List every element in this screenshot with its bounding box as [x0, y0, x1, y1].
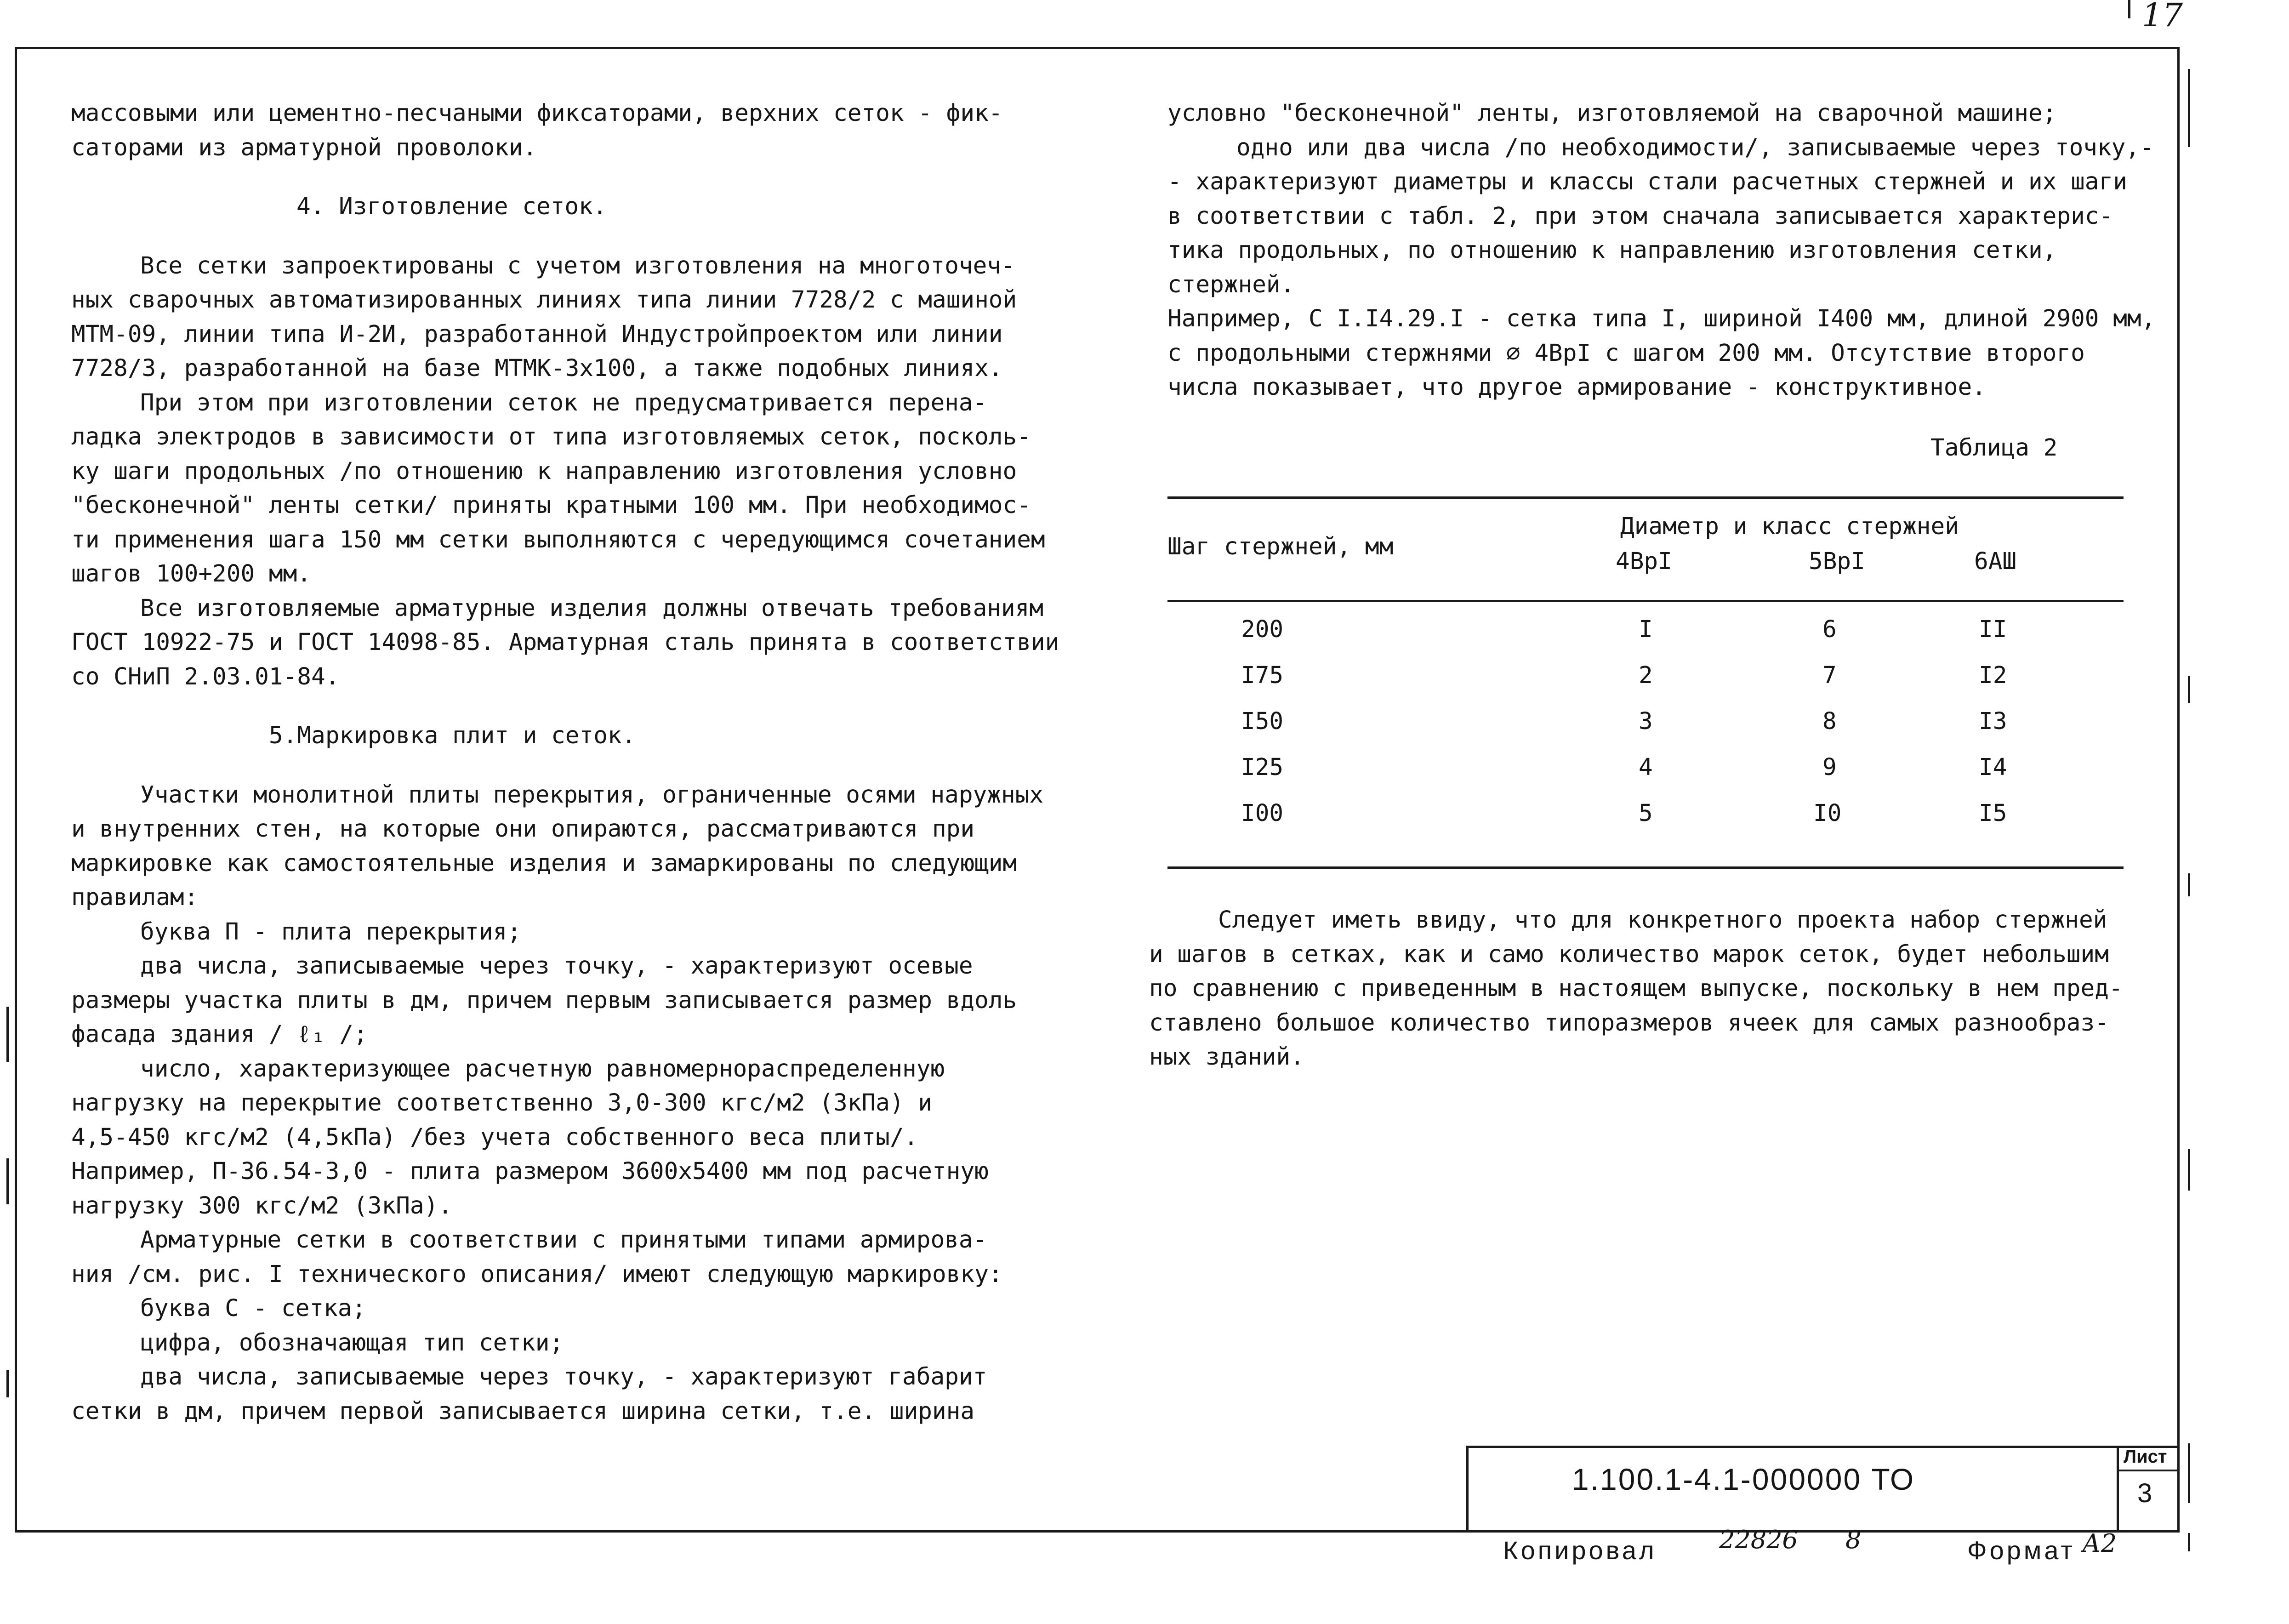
- text-line: "бесконечной" ленты сетки/ приняты кратными 100 мм. При необходимос-: [71, 492, 1031, 519]
- sheet-divider: [2119, 1470, 2180, 1471]
- text-line: ладка электродов в зависимости от типа изготовляемых сеток, посколь-: [71, 423, 1031, 450]
- text-line: ния /см. рис. I технического описания/ имеют следующую маркировку:: [71, 1260, 1003, 1288]
- table-col-header: 6АШ: [1974, 548, 2017, 575]
- table-step-header: Шаг стержней, мм: [1167, 533, 1394, 560]
- text-line: ку шаги продольных /по отношению к направлению изготовления условно: [71, 457, 1017, 485]
- section-heading-5: 5.Маркировка плит и сеток.: [269, 722, 636, 749]
- text-line: два числа, записываемые через точку, - характеризуют габарит: [140, 1363, 987, 1390]
- table-rule-top: [1167, 496, 2124, 499]
- table-col-header: 5ВрI: [1809, 548, 1865, 575]
- text-line: два числа, записываемые через точку, - характеризуют осевые: [140, 952, 973, 980]
- text-line: При этом при изготовлении сеток не предусматривается перена-: [140, 389, 987, 416]
- text-line: маркировке как самостоятельные изделия и замаркированы по следующим: [71, 849, 1017, 877]
- left-column: [71, 97, 1082, 1429]
- text-line: и шагов в сетках, как и само количество марок сеток, будет небольшим: [1149, 940, 2109, 968]
- margin-tick: [6, 1007, 9, 1062]
- text-line: стержней.: [1167, 271, 1295, 298]
- text-line: условно "бесконечной" ленты, изготовляемой на сварочной машине;: [1167, 100, 2057, 127]
- text-line: буква П - плита перекрытия;: [140, 918, 522, 946]
- text-line: Следует иметь ввиду, что для конкретного проекта набор стержней: [1218, 906, 2107, 934]
- text-line: число, характеризующее расчетную равномернораспределенную: [140, 1055, 945, 1083]
- text-line: шагов 100+200 мм.: [71, 560, 311, 587]
- text-line: ставлено большое количество типоразмеров ячеек для самых разнообраз-: [1149, 1009, 2109, 1037]
- text-line: нагрузку на перекрытие соответственно 3,0-300 кгс/м2 (3кПа) и: [71, 1089, 932, 1117]
- table-cell: 7: [1822, 662, 1837, 689]
- table-cell: 5: [1639, 800, 1653, 827]
- sheet-cell: [2117, 1446, 2180, 1533]
- text-line: со СНиП 2.03.01-84.: [71, 663, 340, 690]
- table-cell: 6: [1822, 616, 1837, 643]
- text-line: Арматурные сетки в соответствии с принятыми типами армирова-: [140, 1226, 987, 1254]
- table-cell-step: I00: [1241, 800, 1284, 827]
- section-heading-4: 4. Изготовление сеток.: [296, 193, 607, 220]
- table-rule-mid: [1167, 600, 2124, 602]
- text-line: - характеризуют диаметры и классы стали расчетных стержней и их шаги: [1167, 168, 2127, 195]
- text-line: ти применения шага 150 мм сетки выполняются с чередующимся сочетанием: [71, 526, 1045, 553]
- table-cell: I: [1639, 616, 1653, 643]
- table-cell: I0: [1813, 800, 1842, 827]
- text-line: по сравнению с приведенным в настоящем выпуске, поскольку в нем пред-: [1149, 975, 2123, 1002]
- table-cell: 2: [1639, 662, 1653, 689]
- table-col-header: 4ВрI: [1616, 548, 1672, 575]
- margin-tick: [2188, 873, 2190, 896]
- text-line: ных сварочных автоматизированных линиях типа линии 7728/2 с машиной: [71, 286, 1017, 313]
- margin-tick: [6, 1370, 9, 1397]
- text-line: фасада здания / ℓ₁ /;: [71, 1021, 368, 1048]
- table-cell-step: I25: [1241, 754, 1284, 781]
- copied-mark: 8: [1845, 1525, 1862, 1554]
- page-edge-tick: [2128, 0, 2130, 18]
- table-cell: I4: [1979, 754, 2007, 781]
- format-label: Формат: [1967, 1536, 2075, 1565]
- text-line: 4,5-450 кгс/м2 (4,5кПа) /без учета собственного веса плиты/.: [71, 1123, 918, 1151]
- right-column: [1167, 97, 2174, 405]
- table-rule-bottom: [1167, 866, 2124, 869]
- text-line: саторами из арматурной проволоки.: [71, 134, 537, 161]
- text-line: сетки в дм, причем первой записывается ширина сетки, т.е. ширина: [71, 1397, 975, 1425]
- copied-number: 22826: [1719, 1525, 1798, 1554]
- table-cell: I5: [1979, 800, 2007, 827]
- copied-label: Копировал: [1503, 1536, 1657, 1565]
- text-line: размеры участка плиты в дм, причем первым записывается размер вдоль: [71, 986, 1017, 1014]
- table-cell-step: I75: [1241, 662, 1284, 689]
- table-note: [1149, 903, 2123, 1075]
- table-cell: 9: [1822, 754, 1837, 781]
- table-cell: 4: [1639, 754, 1653, 781]
- text-line: МТМ-09, линии типа И-2И, разработанной Индустройпроектом или линии: [71, 320, 1003, 348]
- text-line: Например, П-36.54-3,0 - плита размером 3600х5400 мм под расчетную: [71, 1158, 989, 1185]
- table-cell: I2: [1979, 662, 2007, 689]
- table-cell: I3: [1979, 708, 2007, 735]
- sheet-number: 3: [2137, 1478, 2152, 1508]
- text-line: Участки монолитной плиты перекрытия, ограниченные осями наружных: [140, 781, 1044, 809]
- page-number: 17: [2142, 0, 2183, 34]
- table-cell-step: I50: [1241, 708, 1284, 735]
- text-line: Например, С I.I4.29.I - сетка типа I, шириной I400 мм, длиной 2900 мм,: [1167, 305, 2156, 332]
- text-line: Все изготовляемые арматурные изделия должны отвечать требованиям: [140, 594, 1044, 622]
- table-cell: II: [1979, 616, 2007, 643]
- table-cell: 3: [1639, 708, 1653, 735]
- text-line: буква С - сетка;: [140, 1295, 366, 1322]
- text-line: с продольными стержнями ∅ 4ВрI с шагом 200 мм. Отсутствие второго: [1167, 339, 2085, 367]
- text-line: и внутренних стен, на которые они опираются, рассматриваются при: [71, 815, 975, 843]
- text-line: в соответствии с табл. 2, при этом сначала записывается характерис-: [1167, 202, 2113, 230]
- table-cell: 8: [1822, 708, 1837, 735]
- margin-tick: [2188, 676, 2190, 703]
- margin-tick: [6, 1158, 9, 1204]
- text-line: одно или два числа /по необходимости/, записываемые через точку,-: [1236, 134, 2154, 161]
- text-line: тика продольных, по отношению к направлению изготовления сетки,: [1167, 237, 2057, 264]
- text-line: нагрузку 300 кгс/м2 (3кПа).: [71, 1192, 453, 1219]
- format-value: А2: [2082, 1529, 2117, 1558]
- table-group-header: Диаметр и класс стержней: [1620, 513, 1959, 540]
- text-line: числа показывает, что другое армирование - конструктивное.: [1167, 374, 1986, 401]
- document-code: 1.100.1-4.1-000000 ТО: [1572, 1462, 1915, 1496]
- margin-tick: [2188, 69, 2190, 147]
- text-line: Все сетки запроектированы с учетом изготовления на многоточеч-: [140, 252, 1015, 279]
- sheet-label: Лист: [2124, 1447, 2167, 1467]
- text-line: массовыми или цементно-песчаными фиксаторами, верхних сеток - фик-: [71, 100, 1003, 127]
- text-line: цифра, обозначающая тип сетки;: [140, 1329, 564, 1356]
- margin-tick: [2188, 1533, 2190, 1551]
- text-line: ГОСТ 10922-75 и ГОСТ 14098-85. Арматурная сталь принята в соответствии: [71, 629, 1059, 656]
- text-line: правилам:: [71, 884, 199, 911]
- text-line: ных зданий.: [1149, 1043, 1304, 1071]
- table-cell-step: 200: [1241, 616, 1284, 643]
- margin-tick: [2188, 1149, 2190, 1191]
- text-line: 7728/3, разработанной на базе МТМК-3х100, а также подобных линиях.: [71, 355, 1003, 382]
- table-caption: Таблица 2: [1930, 434, 2058, 462]
- margin-tick: [2188, 1443, 2190, 1503]
